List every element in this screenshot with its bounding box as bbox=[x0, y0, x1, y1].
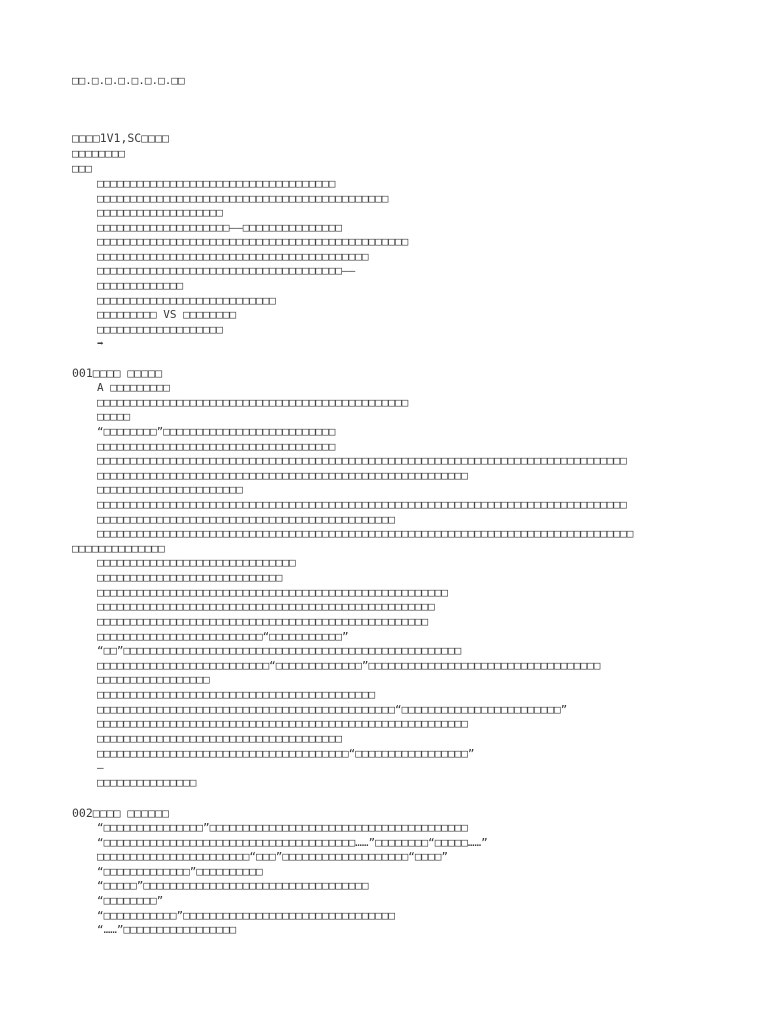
intro-subtitle: □□□□□□□□ bbox=[72, 147, 125, 160]
header-line: □□.□.□.□.□.□.□.□□ bbox=[72, 74, 185, 87]
paragraph-line: □□□□□□□□□□□□□□□□□ bbox=[97, 673, 210, 687]
paragraph-line: “□□□□□□□□□□□□□□□”□□□□□□□□□□□□□□□□□□□□□□□□□□□□□□□□□□□□□□□ bbox=[97, 821, 468, 834]
intro-paragraph: □□□□□□□□□□□□□ bbox=[97, 279, 184, 292]
paragraph-line: □□□□□□□□□□□□□□□□□□□□□□□□□□□□□□□□□□□□□□□□□□ bbox=[97, 688, 376, 701]
paragraph-line: □□□□□□□□□□□□□□□□□□□□□□□□□“□□□□□□□□□□□” bbox=[97, 629, 349, 643]
paragraph-line: □□□□□□□□□□□□□□□□□□□□□□□□□□□□□□□□□□□□□□□□□□□□□“□□□□□□□□□□□□□□□□□□□□□□□□” bbox=[97, 702, 568, 716]
paragraph-line: □□□□□□□□□□□□□□□□□□□□□□□□□□□□□□□□□□□□□□□□□□□□□□□□□□□□□□□□ bbox=[97, 468, 468, 482]
chapter-heading-002: 002□□□□ □□□□□□ bbox=[72, 806, 169, 820]
paragraph-line: □□□□□□□□□□□□□□□□□□□□□□□□□□□□□□□□□□□□□□□□□□□□□□□ bbox=[97, 395, 409, 409]
paragraph-line: “□□□□□□□□□□□□□”□□□□□□□□□□ bbox=[97, 864, 263, 878]
paragraph-line: □□□□□□□□□□□□□□□□□□□□□□□□□□□□□□□□□□□□□□□□□□□□□□□□□□□□□□□□□□□□□□□□□□□□□□□□□□□□□□□□□ bbox=[97, 527, 634, 541]
arrow-right-icon: ➡ bbox=[97, 337, 104, 350]
paragraph-line: □□□□□□□□□□□□□□□□□□□□□□□□□□□□□□□□□□□□□□□□□□□□□□□□□□ bbox=[97, 614, 429, 628]
paragraph-line: A □□□□□□□□□ bbox=[97, 381, 170, 394]
paragraph-line: “□□□□□□□□□□□”□□□□□□□□□□□□□□□□□□□□□□□□□□□□□□□□ bbox=[97, 908, 396, 922]
paragraph-line: □□□□□□□□□□□□□□□□□□□□□□□□□□□□ bbox=[97, 571, 283, 585]
paragraph-line: □□□□□□□□□□□□□□□□□□□□□□□□□□□□□□□□□□□□□□□□□□□□□□□□□□□□□□□□□□□□□□□□□□□□□□□□□□□□□□□□ bbox=[97, 498, 627, 511]
paragraph-line: □□□□□□□□□□□□□□□□□□□□□□ bbox=[97, 483, 243, 497]
paragraph-line: □□□□□□□□□□□□□□□□□□□□□□□□□□□□□□ bbox=[97, 556, 296, 570]
paragraph-line: □□□□□□□□□□□□□□□□□□□□□□□□□□□□□□□□□□□□ bbox=[97, 439, 336, 453]
paragraph-line: □□□□□□□□□□□□□□ bbox=[72, 541, 165, 555]
paragraph-line: “□□□□□□□□□□□□□□□□□□□□□□□□□□□□□□□□□□□□□□……”□□□□□□□□“□□□□□……” bbox=[97, 835, 488, 849]
paragraph-line: □□□□□□□□□□□□□□□□□□□□□□□□□□□□□□□□□□□□□□□□□□□□□□□□□□□□□□□□ bbox=[97, 717, 468, 731]
paragraph-line: □□□□□□□□□□□□□□□□□□□□□□□□□□□□□□□□□□□□□□□□□□□□□□□□□□□□□ bbox=[97, 585, 448, 599]
intro-label: □□□ bbox=[72, 162, 92, 175]
intro-paragraph: □□□□□□□□□ VS □□□□□□□□ bbox=[97, 308, 237, 321]
paragraph-line: “□□□□□”□□□□□□□□□□□□□□□□□□□□□□□□□□□□□□□□□□ bbox=[97, 879, 369, 893]
paragraph-line: □□□□□□□□□□□□□□□□□□□□□□□□□□□□□□□□□□□□□□□□□□□□□□□□□□□□□□□□□□□□□□□□□□□□□□□□□□□□□□□□ bbox=[97, 454, 627, 468]
paragraph-line: □□□□□□□□□□□□□□□□□□□□□□□□□□“□□□□□□□□□□□□□”□□□□□□□□□□□□□□□□□□□□□□□□□□□□□□□□□□□ bbox=[97, 658, 601, 672]
intro-paragraph: □□□□□□□□□□□□□□□□□□□ bbox=[97, 206, 223, 219]
paragraph-line: □□□□□□□□□□□□□□□ bbox=[97, 775, 197, 789]
chapter-heading-001: 001□□□□ □□□□□ bbox=[72, 366, 163, 380]
intro-paragraph: □□□□□□□□□□□□□□□□□□□□□□□□□□□□□□□□□□□□□□□□□□□□ bbox=[97, 192, 389, 205]
intro-title: □□□□1V1,SC□□□□ bbox=[72, 131, 169, 145]
intro-paragraph: □□□□□□□□□□□□□□□□□□□□□□□□□□□□□□□□□□□□□□□□□□□□□□□ bbox=[97, 235, 409, 248]
intro-paragraph: □□□□□□□□□□□□□□□□□□□ bbox=[97, 323, 223, 336]
intro-paragraph: □□□□□□□□□□□□□□□□□□□□□□□□□□□□□□□□□□□□□□□□□ bbox=[97, 250, 369, 263]
paragraph-line: “□□”□□□□□□□□□□□□□□□□□□□□□□□□□□□□□□□□□□□□□□□□□□□□□□□□□□□ bbox=[97, 644, 462, 658]
paragraph-line: “……”□□□□□□□□□□□□□□□□□ bbox=[97, 923, 237, 937]
paragraph-line: □□□□□□□□□□□□□□□□□□□□□□□“□□□”□□□□□□□□□□□□□□□□□□□“□□□□” bbox=[97, 850, 448, 864]
paragraph-line: □□□□□□□□□□□□□□□□□□□□□□□□□□□□□□□□□□□□□ bbox=[97, 731, 343, 745]
intro-paragraph: □□□□□□□□□□□□□□□□□□□□——□□□□□□□□□□□□□□□ bbox=[97, 221, 343, 234]
paragraph-line: “□□□□□□□□” bbox=[97, 894, 164, 907]
paragraph-line: □□□□□□□□□□□□□□□□□□□□□□□□□□□□□□□□□□□□□□□□□□□□□□□□□□□ bbox=[97, 600, 435, 614]
paragraph-line: “□□□□□□□□”□□□□□□□□□□□□□□□□□□□□□□□□□□ bbox=[97, 424, 336, 438]
paragraph-line: □□□□□ bbox=[97, 410, 131, 424]
intro-paragraph: □□□□□□□□□□□□□□□□□□□□□□□□□□□□□□□□□□□□□—— bbox=[97, 264, 356, 277]
paragraph-line: □□□□□□□□□□□□□□□□□□□□□□□□□□□□□□□□□□□□□□□□□□□□□ bbox=[97, 512, 396, 526]
paragraph-line: — bbox=[97, 761, 104, 775]
paragraph-line: □□□□□□□□□□□□□□□□□□□□□□□□□□□□□□□□□□□□□□“□□□□□□□□□□□□□□□□□” bbox=[97, 746, 475, 760]
intro-paragraph: □□□□□□□□□□□□□□□□□□□□□□□□□□□□□□□□□□□□ bbox=[97, 177, 336, 190]
intro-paragraph: □□□□□□□□□□□□□□□□□□□□□□□□□□□ bbox=[97, 294, 276, 307]
